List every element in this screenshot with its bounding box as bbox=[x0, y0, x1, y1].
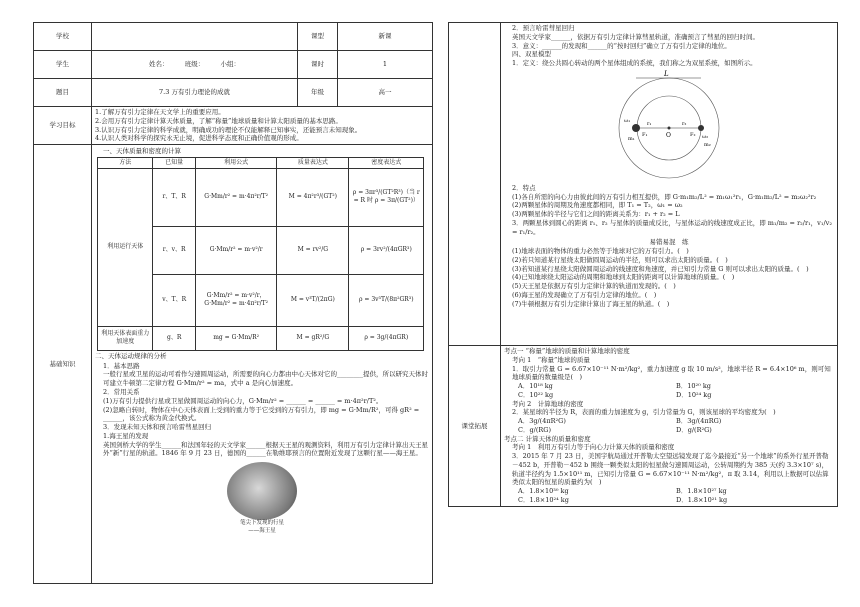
image-caption: ——海王星 bbox=[248, 527, 276, 534]
school-label: 学校 bbox=[34, 23, 92, 51]
option[interactable]: C．g/(RG) bbox=[518, 425, 551, 434]
known-cell: g、R bbox=[153, 326, 195, 350]
basics-label: 基础知识 bbox=[34, 145, 92, 584]
density-cell: ρ = 3g/(4πGR) bbox=[349, 326, 424, 350]
subheading: 2．常用关系 bbox=[103, 387, 140, 396]
period-value: 1 bbox=[338, 51, 433, 79]
option[interactable]: D．g/(R²G) bbox=[676, 425, 712, 434]
mass-cell: M = gR²/G bbox=[277, 326, 349, 350]
school-field[interactable] bbox=[92, 23, 298, 51]
judge-item: (7)牛顿根据万有引力定律计算出了海王星的轨道。( ) bbox=[512, 299, 670, 308]
judge-item: (2)若只知道某行星绕太阳做圆周运动的半径，则可以求出太阳的质量。( ) bbox=[512, 255, 728, 264]
known-cell: r、T、R bbox=[153, 168, 195, 226]
formula-cell: G·Mm/r² = m·v²/r bbox=[195, 226, 277, 274]
question: 2．某星球的半径为 R，表面的重力加速度为 g，引力常量为 G，则该星球的平均密度为( ) bbox=[512, 408, 776, 417]
objective-item: 4.认识人类对科学的探究永无止境，促进科学态度和正确价值观的形成。 bbox=[95, 134, 303, 143]
grade-label: 年级 bbox=[298, 79, 338, 107]
options bbox=[504, 487, 834, 505]
student-fields[interactable]: 姓名： 班级： 小组： bbox=[92, 51, 298, 79]
period-label: 课时 bbox=[298, 51, 338, 79]
subheading: 3．发现未知天体和预言哈雷彗星回归 bbox=[103, 423, 212, 432]
paragraph: 2．预言哈雷彗星回归 bbox=[512, 24, 575, 32]
option[interactable]: A．1.8×10³⁰ kg bbox=[518, 487, 569, 496]
formula-cell: G·Mm/r² = m·v²/r，G·Mm/r² = m·4π²r/T² bbox=[195, 274, 277, 326]
grade-value: 高一 bbox=[338, 79, 433, 107]
paragraph: 英国天文学家______，依据万有引力定律计算彗星轨道，准确预言了彗星的回归时间。 bbox=[512, 32, 759, 41]
method-cell: 利用天体表面重力加速度 bbox=[98, 326, 153, 350]
paragraph: 英国剑桥大学的学生______和法国年轻的天文学家______根据天王星的观测资料，利用万有引力定律计算出天王星外“新”行星的轨道。1846 年 9 月 23 日，德国的______在勒维耶预言的位置附近发现了这颗行星——海王星。 bbox=[103, 440, 428, 458]
col-header: 已知量 bbox=[153, 157, 195, 168]
svg-text:F₂: F₂ bbox=[690, 131, 696, 138]
density-cell: ρ = 3v³T/(8π²GR³) bbox=[349, 274, 424, 326]
objectives-label: 学习目标 bbox=[34, 107, 92, 145]
exercise-title: 易错易混 练 bbox=[649, 238, 689, 247]
mass-cell: M = 4π²r³/(GT²) bbox=[277, 168, 349, 226]
formula-cell: mg = G·Mm/R² bbox=[195, 326, 277, 350]
subtopic-heading: 考向 1 利用万有引力等于向心力计算天体的质量和密度 bbox=[512, 443, 675, 452]
subtopic-heading: 考向 1 “称量”地球的质量 bbox=[512, 355, 590, 364]
paragraph: 一般行星或卫星的运动可看作匀速圆周运动，所需要的向心力都由中心天体对它的________提供，所以研究天体时可建立牛顿第二定律方程 G·Mm/r² = ma，式中 a 是向心加速度。 bbox=[103, 370, 428, 388]
topic-heading: 考点二 计算天体的质量和密度 bbox=[504, 434, 591, 443]
paragraph: (2)忽略自转时，物体在中心天体表面上受到的重力等于它受到的万有引力，即 mg = G·Mm/R²，可得 gR² = ______，该公式称为黄金代换式。 bbox=[103, 405, 420, 423]
judge-item: (6)海王星的发现确立了万有引力定律的地位。( ) bbox=[512, 291, 657, 300]
right-page bbox=[448, 22, 838, 507]
col-header: 方法 bbox=[98, 157, 153, 168]
question: 3．2015 年 7 月 23 日，美国宇航局通过开普勒太空望远镜发现了迄今最接近“另一个地球”的系外行星开普勒－452 b，开普勒－452 b 围绕一颗类似太阳的恒星做匀速圆周运动，公转周期约为 385 天(约 3.3×10⁷ s)，轨道半径约为 1.5×10¹¹ m，已知引力常量 G = 6.67×10⁻¹¹ N·m²/kg²，π 取 3.14，利用以上数据可以估算类似太阳的恒星的质量约为( ) bbox=[512, 452, 829, 487]
col-header: 质量表达式 bbox=[277, 157, 349, 168]
topic-heading: 考点一 “称量”地球的质量和计算地球的密度 bbox=[504, 347, 630, 355]
options bbox=[504, 417, 834, 435]
option[interactable]: D．10²⁴ kg bbox=[676, 390, 712, 399]
right-page-table bbox=[448, 22, 838, 507]
known-cell: v、T、R bbox=[153, 274, 195, 326]
type-value: 新课 bbox=[338, 23, 433, 51]
question: 1．取引力常量 G = 6.67×10⁻¹¹ N·m²/kg²，重力加速度 g 取 10 m/s²，地球半径 R = 6.4×10⁶ m，则可知地球质量的数量级是( ) bbox=[512, 364, 831, 382]
option[interactable]: A．3g/(4πR²G) bbox=[518, 417, 566, 426]
col-header: 利用公式 bbox=[195, 157, 277, 168]
extension-label: 课堂拓展 bbox=[449, 346, 501, 507]
section-heading: 二、天体运动规律的分析 bbox=[95, 351, 167, 360]
lesson-plan-table bbox=[33, 22, 433, 584]
density-cell: ρ = 3rv²/(4πGR³) bbox=[349, 226, 424, 274]
paragraph: 3．两颗星体到圆心的距离 r₁、r₂ 与星体的质量成反比，与星体运动的线速度成正比，即 m₁/m₂ = r₂/r₁，v₁/v₂ = r₁/r₂。 bbox=[512, 218, 832, 236]
right-top-content bbox=[501, 23, 838, 346]
objective-item: 2.会用万有引力定律计算天体质量，了解“称量”地球质量和计算太阳质量的基本思路。 bbox=[95, 116, 342, 125]
objective-item: 3.认识万有引力定律的科学成就，明确成功的理论不仅能解释已知事实，还能预言未知现象。 bbox=[95, 125, 362, 134]
svg-text:r₂: r₂ bbox=[682, 120, 687, 127]
subheading: 1.海王星的发现 bbox=[103, 431, 149, 440]
svg-text:m₂: m₂ bbox=[704, 141, 711, 148]
student-label: 学生 bbox=[34, 51, 92, 79]
section-heading: 一、天体质量和密度的计算 bbox=[103, 147, 181, 156]
known-cell: r、v、R bbox=[153, 226, 195, 274]
paragraph: (3)两颗星体的半径与它们之间的距离关系为：r₁ + r₂ = L bbox=[512, 210, 680, 219]
topic-value: 7.3 万有引力理论的成就 bbox=[92, 79, 298, 107]
paragraph: 3．意义：______的发现和______的“按时回归”确立了万有引力定律的地位。 bbox=[512, 41, 731, 50]
subheading: 2．特点 bbox=[512, 183, 536, 192]
judge-item: (4)已知地球绕太阳运动的周期和地球到太阳的距离可以计算地球的质量。( ) bbox=[512, 273, 735, 282]
option[interactable]: C．1.8×10²⁴ kg bbox=[518, 496, 569, 505]
paragraph: (2)两颗星体的周期及角速度都相同，即 T₁ = T₂，ω₁ = ω₂ bbox=[512, 201, 683, 210]
basics-content bbox=[92, 145, 433, 584]
paragraph: (1)各自所需的向心力由彼此间的万有引力相互提供，即 G·m₁m₂/L² = m₁ω₁²r₁，G·m₁m₂/L² = m₂ω₂²r₂ bbox=[512, 192, 817, 201]
topic-label: 题目 bbox=[34, 79, 92, 107]
svg-text:F₁: F₁ bbox=[642, 131, 648, 138]
col-header: 密度表达式 bbox=[349, 157, 424, 168]
option[interactable]: C．10²² kg bbox=[518, 390, 554, 399]
paragraph: 1．定义：绕公共圆心转动的两个星体组成的系统，我们称之为双星系统，如图所示。 bbox=[512, 59, 757, 68]
option[interactable]: B．3g/(4πRG) bbox=[676, 417, 722, 426]
section-heading: 四、双星模型 bbox=[512, 50, 551, 59]
judge-item: (3)若知道某行星绕太阳做圆周运动的线速度和角速度，并已知引力常量 G 则可以求出太阳的质量。( ) bbox=[512, 264, 809, 273]
svg-text:ω₁: ω₁ bbox=[624, 117, 631, 124]
svg-text:ω₂: ω₂ bbox=[702, 133, 709, 140]
subheading: 1．基本思路 bbox=[103, 361, 140, 370]
mass-cell: M = rv²/G bbox=[277, 226, 349, 274]
objective-item: 1.了解万有引力定律在天文学上的重要应用。 bbox=[95, 108, 225, 116]
right-top-label-cell bbox=[449, 23, 501, 346]
formula-cell: G·Mm/r² = m·4π²r/T² bbox=[195, 168, 277, 226]
method-cell: 利用运行天体 bbox=[98, 168, 153, 326]
option[interactable]: D．1.8×10²¹ kg bbox=[676, 496, 728, 505]
extension-content bbox=[501, 346, 838, 507]
neptune-image bbox=[227, 462, 297, 520]
option[interactable]: B．1.8×10²⁷ kg bbox=[676, 487, 727, 496]
binary-star-diagram bbox=[614, 70, 724, 182]
left-page bbox=[33, 22, 433, 584]
paragraph: (1)万有引力提供行星或卫星做圆周运动的向心力，G·Mm/r² = ______ = ______ = m·4π²r/T²。 bbox=[103, 396, 383, 405]
svg-text:O: O bbox=[666, 131, 671, 139]
option[interactable]: A．10¹⁸ kg bbox=[518, 382, 553, 391]
svg-text:L: L bbox=[664, 69, 669, 78]
density-cell: ρ = 3πr³/(GT²R³)（当 r = R 时 ρ = 3π/(GT²)） bbox=[349, 168, 424, 226]
image-caption: 笔尖下发现的行星 bbox=[239, 520, 284, 527]
options bbox=[504, 382, 834, 400]
option[interactable]: B．10²⁰ kg bbox=[676, 382, 711, 391]
svg-text:r₁: r₁ bbox=[647, 120, 652, 127]
svg-text:m₁: m₁ bbox=[628, 135, 635, 142]
mass-density-table bbox=[97, 157, 424, 351]
objectives-list bbox=[92, 107, 433, 145]
subtopic-heading: 考向 2 计算地球的密度 bbox=[512, 399, 584, 408]
type-label: 课型 bbox=[298, 23, 338, 51]
judge-item: (5)天王星是依据万有引力定律计算的轨道而发现的。( ) bbox=[512, 282, 676, 291]
judge-item: (1)地球表面的物体的重力必然等于地球对它的万有引力。( ) bbox=[512, 247, 689, 256]
mass-cell: M = v³T/(2πG) bbox=[277, 274, 349, 326]
